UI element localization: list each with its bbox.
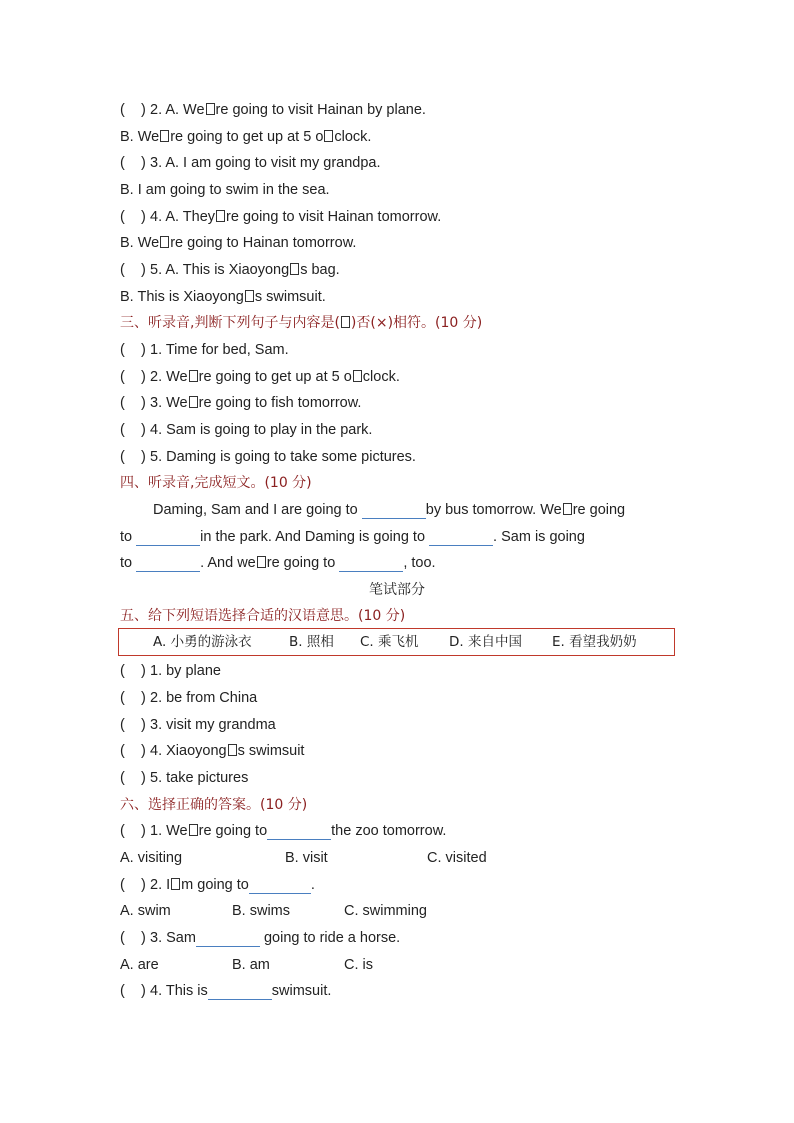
passage-line-1 [153, 500, 625, 520]
answer-paren[interactable]: ( ) [120, 102, 146, 118]
s6-q1-opt-a[interactable]: A. visiting [120, 850, 183, 866]
s6-q2-opt-b[interactable]: B. swims [232, 903, 290, 919]
s3-q5 [120, 447, 416, 467]
q3-option-a: ( ) 3. A. I am going to visit my grandpa. [120, 155, 381, 171]
s5-q4: ( ) 4. Xiaoyong s swimsuit [120, 743, 305, 759]
s5-q5 [120, 768, 248, 788]
s6-q2-opt-a[interactable]: A. swim [120, 903, 171, 919]
passage-line-2 [120, 527, 585, 547]
passage-text: to [120, 555, 133, 571]
answer-paren[interactable]: ( ) [120, 983, 146, 999]
blank-s6-3[interactable] [196, 930, 260, 947]
s6-q1-opt-c[interactable]: C. visited [427, 850, 487, 866]
blank-1[interactable] [362, 502, 426, 519]
q-text: 1. by plane [150, 663, 221, 679]
q-text: 3. Sam [150, 930, 196, 946]
q-text: swimsuit. [271, 983, 332, 999]
passage-text: in the park. And Daming is going to [200, 529, 426, 545]
s5-q2 [120, 688, 257, 708]
q-text: 4. This is [150, 983, 208, 999]
q-text: going to ride a horse. [263, 930, 401, 946]
s3-q2: ( ) 2. We re going to get up at 5 o clock. [120, 369, 400, 385]
written-section-title: 笔试部分 [369, 582, 425, 598]
answer-paren[interactable]: ( ) [120, 663, 146, 679]
passage-text: by bus tomorrow. We re going [425, 502, 626, 518]
answer-paren[interactable]: ( ) [120, 395, 146, 411]
answer-paren[interactable]: ( ) [120, 770, 146, 786]
s6-q2: ( ) 2. I m going to . [120, 877, 315, 893]
answer-paren[interactable]: ( ) [120, 690, 146, 706]
q-text: 5. Daming is going to take some pictures. [150, 449, 416, 465]
option-e: E. 看望我奶奶 [552, 634, 637, 650]
s6-q3-opt-c[interactable]: C. is [344, 957, 373, 973]
s6-q3-opt-b[interactable]: B. am [232, 957, 270, 973]
q4-option-a: ( ) 4. A. They re going to visit Hainan tomorrow. [120, 209, 442, 225]
answer-paren[interactable]: ( ) [120, 743, 146, 759]
q5-option-b: B. This is Xiaoyong s swimsuit. [120, 289, 326, 305]
blank-5[interactable] [339, 555, 403, 572]
q-text: 2. A. We re going to visit Hainan by plane. [150, 102, 426, 118]
blank-s6-2[interactable] [249, 877, 311, 894]
answer-paren[interactable]: ( ) [120, 930, 146, 946]
answer-paren[interactable]: ( ) [120, 155, 146, 171]
option-d: D. 来自中国 [449, 634, 522, 650]
s5-q3 [120, 715, 276, 735]
q2-option-a [120, 100, 426, 120]
q-text: the zoo tomorrow. [331, 823, 447, 839]
s3-q4 [120, 420, 372, 440]
q-text: 4. Sam is going to play in the park. [150, 422, 373, 438]
q-text: 3. visit my grandma [150, 717, 276, 733]
s6-q1: ( ) 1. We re going to the zoo tomorrow. [120, 823, 447, 839]
q5-option-a: ( ) 5. A. This is Xiaoyong s bag. [120, 262, 340, 278]
q3-option-b: B. I am going to swim in the sea. [120, 182, 330, 198]
option-b: B. 照相 [289, 634, 334, 650]
section4-heading: 四、听录音,完成短文。(10 分) [120, 475, 312, 491]
s6-q3 [120, 928, 400, 948]
answer-paren[interactable]: ( ) [120, 209, 146, 225]
s6-q2-opt-c[interactable]: C. swimming [344, 903, 427, 919]
passage-text: Daming, Sam and I are going to [153, 502, 358, 518]
option-c: C. 乘飞机 [360, 634, 419, 650]
answer-paren[interactable]: ( ) [120, 717, 146, 733]
q-text: 1. Time for bed, Sam. [150, 342, 289, 358]
answer-paren[interactable]: ( ) [120, 342, 146, 358]
s3-q3: ( ) 3. We re going to fish tomorrow. [120, 395, 362, 411]
blank-s6-1[interactable] [267, 823, 331, 840]
s6-q1-opt-b[interactable]: B. visit [285, 850, 328, 866]
s6-q3-opt-a[interactable]: A. are [120, 957, 159, 973]
q-text: . [310, 877, 315, 893]
q-text: 5. take pictures [150, 770, 249, 786]
blank-2[interactable] [136, 529, 200, 546]
options-box [118, 628, 675, 656]
section5-heading: 五、给下列短语选择合适的汉语意思。(10 分) [120, 608, 406, 624]
q-text: 2. be from China [150, 690, 258, 706]
blank-s6-4[interactable] [208, 983, 272, 1000]
passage-text: to [120, 529, 133, 545]
answer-paren[interactable]: ( ) [120, 823, 146, 839]
blank-3[interactable] [429, 529, 493, 546]
section6-heading: 六、选择正确的答案。(10 分) [120, 797, 308, 813]
answer-paren[interactable]: ( ) [120, 422, 146, 438]
answer-paren[interactable]: ( ) [120, 877, 146, 893]
passage-text: , too. [403, 555, 436, 571]
answer-paren[interactable]: ( ) [120, 369, 146, 385]
passage-line-3 [120, 553, 436, 573]
section3-heading: 三、听录音,判断下列句子与内容是( )否(×)相符。(10 分) [120, 315, 483, 331]
s5-q1 [120, 661, 221, 681]
passage-text: . And we re going to [200, 555, 336, 571]
blank-4[interactable] [136, 555, 200, 572]
answer-paren[interactable]: ( ) [120, 449, 146, 465]
passage-text: . Sam is going [493, 529, 585, 545]
option-a: A. 小勇的游泳衣 [153, 634, 252, 650]
q2-option-b: B. We re going to get up at 5 o clock. [120, 129, 372, 145]
s6-q4 [120, 981, 331, 1001]
answer-paren[interactable]: ( ) [120, 262, 146, 278]
s3-q1 [120, 340, 289, 360]
q4-option-b: B. We re going to Hainan tomorrow. [120, 235, 357, 251]
